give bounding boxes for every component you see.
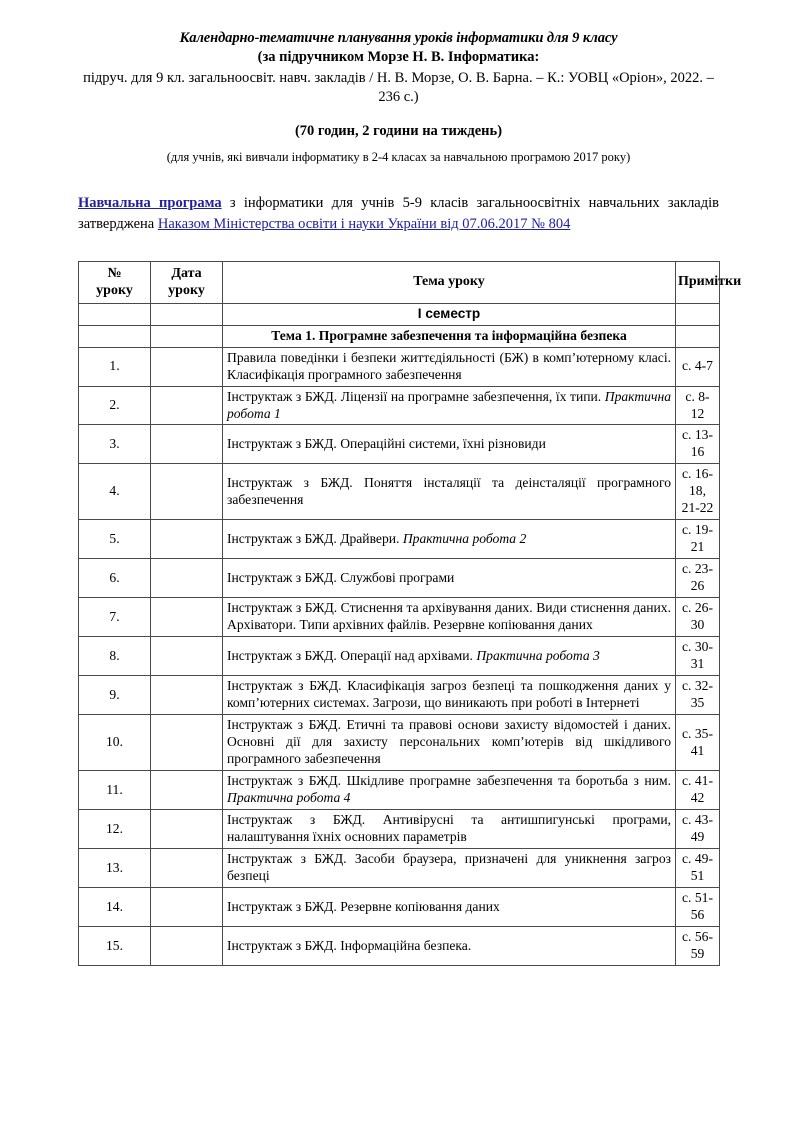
table-row [79, 888, 720, 927]
column-header-topic: Тема уроку [223, 261, 676, 303]
table-row [79, 559, 720, 598]
lesson-topic-cell [223, 559, 676, 598]
lesson-topic-text: Інструктаж з БЖД. Службові програми [227, 569, 455, 585]
lesson-note-cell: с. 41-42 [676, 771, 720, 810]
lesson-date-cell[interactable] [151, 347, 223, 386]
table-header-row [79, 261, 720, 303]
lesson-topic-cell [223, 598, 676, 637]
lesson-date-cell[interactable] [151, 559, 223, 598]
hours-line: (70 годин, 2 години на тиждень) [294, 123, 503, 140]
lesson-topic-cell [223, 637, 676, 676]
lesson-topic-cell [223, 888, 676, 927]
lesson-date-cell[interactable] [151, 810, 223, 849]
lesson-topic-text: Інструктаж з БЖД. Стиснення та архівування даних. Види стиснення даних. Архіватори. Типи архівних файлів. Резервне копіювання даних [227, 600, 671, 633]
lesson-note-cell: с. 35-41 [676, 715, 720, 771]
practical-work-label: Практична робота 3 [476, 647, 600, 663]
table-row [79, 347, 720, 386]
lesson-number-cell: 14. [79, 888, 151, 927]
lesson-date-cell[interactable] [151, 676, 223, 715]
lesson-topic-text: Інструктаж з БЖД. Резервне копіювання даних [227, 898, 500, 914]
textbook-reference: підруч. для 9 кл. загальноосвіт. навч. закладів / Н. В. Морзе, О. В. Барна. – К.: УОВЦ «Оріон», 2022. – 236 с.) [83, 69, 714, 105]
lesson-topic-cell [223, 927, 676, 966]
semester-row [79, 303, 720, 325]
lesson-topic-cell [223, 347, 676, 386]
lesson-date-cell[interactable] [151, 637, 223, 676]
lesson-topic-cell [223, 676, 676, 715]
lesson-note-cell: с. 51-56 [676, 888, 720, 927]
lesson-topic-cell [223, 715, 676, 771]
program-paragraph-text: з інформатики для учнів 5-9 класів загальноосвітніх навчальних закладів затверджена [78, 195, 719, 232]
audience-line: (для учнів, які вивчали інформатику в 2-4 класах за навчальною програмою 2017 року) [166, 150, 631, 165]
lesson-date-cell[interactable] [151, 598, 223, 637]
lesson-topic-text: Інструктаж з БЖД. Інформаційна безпека. [227, 937, 472, 953]
lesson-date-cell[interactable] [151, 464, 223, 520]
lesson-note-cell: с. 26-30 [676, 598, 720, 637]
table-body [79, 303, 720, 965]
lesson-note-cell: с. 32-35 [676, 676, 720, 715]
table-row [79, 464, 720, 520]
theme-num-cell [79, 325, 151, 347]
lesson-plan-table [78, 261, 742, 966]
lesson-topic-text: Інструктаж з БЖД. Шкідливе програмне забезпечення та боротьба з ним. [227, 773, 671, 789]
lesson-topic-cell [223, 810, 676, 849]
lesson-topic-cell [223, 849, 676, 888]
program-paragraph [78, 193, 719, 234]
lesson-note-cell: с. 56-59 [676, 927, 720, 966]
table-header [79, 261, 742, 303]
lesson-note-cell: с. 30-31 [676, 637, 720, 676]
lesson-date-cell[interactable] [151, 927, 223, 966]
theme-note-cell [676, 325, 720, 347]
lesson-note-cell: с. 4-7 [676, 347, 720, 386]
table-row [79, 425, 720, 464]
lesson-note-cell: с. 43-49 [676, 810, 720, 849]
lesson-date-cell[interactable] [151, 849, 223, 888]
lesson-topic-text: Інструктаж з БЖД. Операційні системи, їхні різновиди [227, 435, 546, 451]
semester-date-cell [151, 303, 223, 325]
lesson-number-cell: 10. [79, 715, 151, 771]
lesson-number-cell: 3. [79, 425, 151, 464]
column-header-date [151, 261, 223, 303]
column-header-date-line1: Дата [171, 265, 202, 281]
table-row [79, 771, 720, 810]
lesson-topic-text: Інструктаж з БЖД. Класифікація загроз безпеці та пошкодження даних у комп’ютерних системах. Загрози, що виникають при роботі в Інтернеті [227, 678, 671, 711]
lesson-topic-cell [223, 425, 676, 464]
lesson-topic-text: Інструктаж з БЖД. Поняття інсталяції та деінсталяції програмного забезпечення [227, 474, 671, 507]
lesson-date-cell[interactable] [151, 425, 223, 464]
practical-work-label: Практична робота 1 [227, 388, 671, 421]
lesson-topic-text: Інструктаж з БЖД. Антивірусні та антишпигунські програми, налаштування їхніх основних параметрів [227, 812, 671, 845]
semester-note-cell [676, 303, 720, 325]
lesson-note-cell: с. 19-21 [676, 520, 720, 559]
lesson-topic-text: Інструктаж з БЖД. Драйвери. [227, 530, 403, 546]
column-header-number-line2: уроку [96, 283, 133, 299]
page-subtitle-bold: (за підручником Морзе Н. В. Інформатика: [257, 49, 540, 66]
lesson-number-cell: 11. [79, 771, 151, 810]
table-row [79, 715, 720, 771]
column-header-number [79, 261, 151, 303]
lesson-date-cell[interactable] [151, 386, 223, 425]
lesson-topic-text: Інструктаж з БЖД. Засоби браузера, призначені для уникнення загроз безпеці [227, 851, 671, 884]
table-row [79, 927, 720, 966]
lesson-date-cell[interactable] [151, 888, 223, 927]
lesson-number-cell: 8. [79, 637, 151, 676]
lesson-topic-cell [223, 464, 676, 520]
lesson-number-cell: 2. [79, 386, 151, 425]
lesson-number-cell: 9. [79, 676, 151, 715]
table-row [79, 676, 720, 715]
lesson-topic-cell [223, 520, 676, 559]
lesson-note-cell: с. 13-16 [676, 425, 720, 464]
semester-label: I семестр [223, 303, 676, 325]
column-header-date-line2: уроку [168, 283, 205, 299]
practical-work-label: Практична робота 4 [227, 790, 351, 806]
column-header-notes: Примітки [676, 261, 720, 303]
lesson-number-cell: 7. [79, 598, 151, 637]
lesson-note-cell: с. 16-18, 21-22 [676, 464, 720, 520]
lesson-topic-text: Інструктаж з БЖД. Ліцензії на програмне забезпечення, їх типи. [227, 388, 605, 404]
lesson-note-cell: с. 8-12 [676, 386, 720, 425]
table-row [79, 849, 720, 888]
page-title: Календарно-тематичне планування уроків інформатики для 9 класу [179, 30, 618, 46]
lesson-topic-cell [223, 771, 676, 810]
lesson-topic-text: Правила поведінки і безпеки життєдіяльності (БЖ) в комп’ютерному класі. Класифікація програмного забезпечення [227, 349, 671, 382]
lesson-topic-text: Інструктаж з БЖД. Етичні та правові основи захисту відомостей і даних. Основні дії для захисту персональних комп’ютерів від шкідливого програмного забезпечення [227, 717, 671, 767]
document-header [78, 30, 719, 165]
lesson-topic-text: Інструктаж з БЖД. Операції над архівами. [227, 647, 477, 663]
table-row [79, 810, 720, 849]
lesson-note-cell: с. 49-51 [676, 849, 720, 888]
theme-label: Тема 1. Програмне забезпечення та інформаційна безпека [223, 325, 676, 347]
lesson-date-cell[interactable] [151, 520, 223, 559]
column-header-number-line1: № [107, 265, 122, 281]
lesson-date-cell[interactable] [151, 715, 223, 771]
table-row [79, 637, 720, 676]
lesson-note-cell: с. 23-26 [676, 559, 720, 598]
table-row [79, 520, 720, 559]
semester-num-cell [79, 303, 151, 325]
lesson-date-cell[interactable] [151, 771, 223, 810]
lesson-topic-cell [223, 386, 676, 425]
lesson-number-cell: 13. [79, 849, 151, 888]
theme-date-cell [151, 325, 223, 347]
table-row [79, 598, 720, 637]
lesson-number-cell: 6. [79, 559, 151, 598]
lesson-number-cell: 15. [79, 927, 151, 966]
theme-row [79, 325, 720, 347]
practical-work-label: Практична робота 2 [402, 530, 527, 546]
lesson-number-cell: 12. [79, 810, 151, 849]
lesson-number-cell: 5. [79, 520, 151, 559]
lesson-number-cell: 4. [79, 464, 151, 520]
curriculum-link[interactable]: Навчальна програма [78, 195, 222, 212]
ministry-order-link[interactable]: Наказом Міністерства освіти і науки України від 07.06.2017 № 804 [157, 216, 571, 232]
lesson-number-cell: 1. [79, 347, 151, 386]
table-row [79, 386, 720, 425]
